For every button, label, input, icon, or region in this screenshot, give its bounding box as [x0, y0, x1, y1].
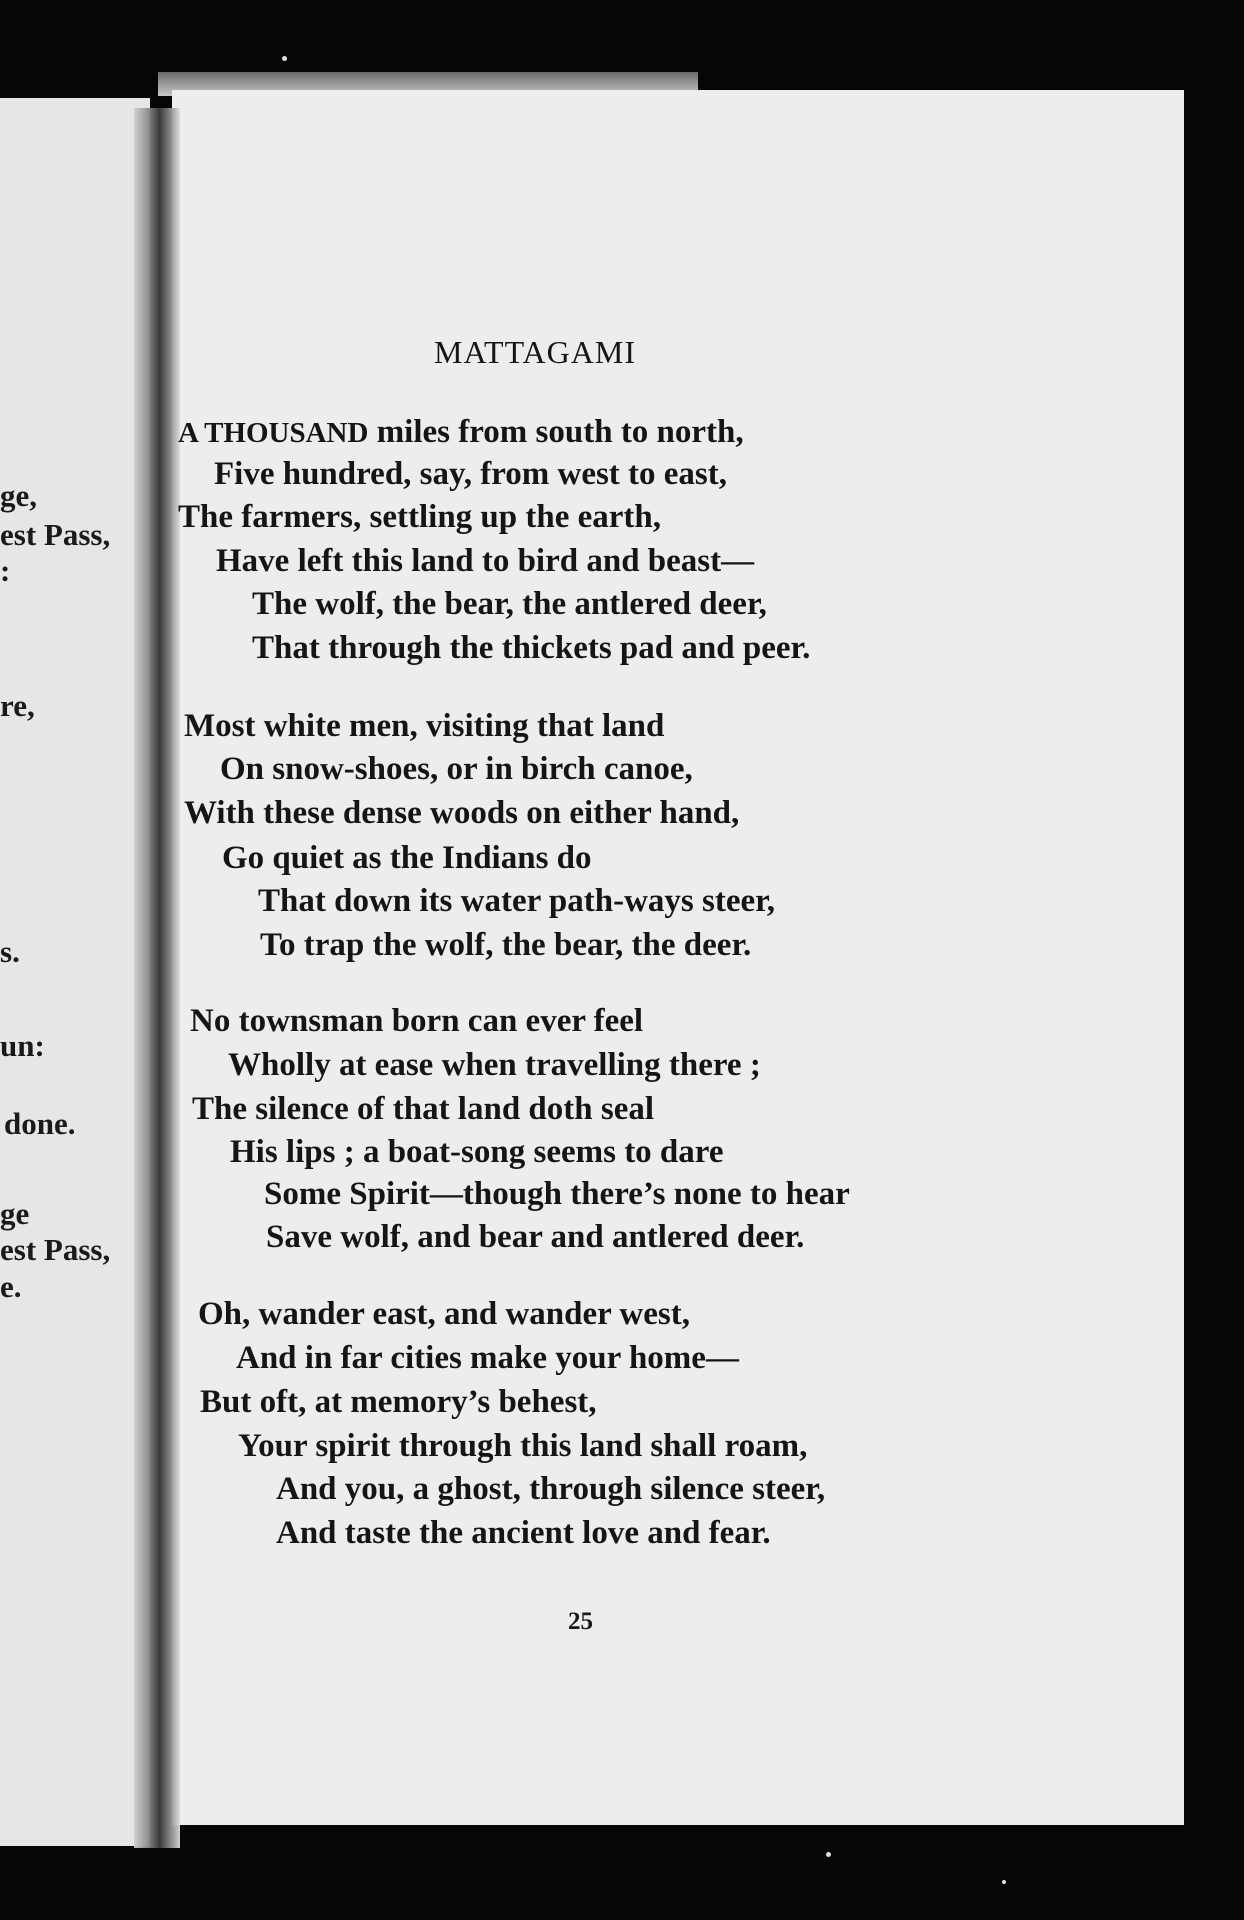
previous-page-fragment: done.	[4, 1106, 76, 1141]
poem-line: Oh, wander east, and wander west,	[198, 1296, 690, 1332]
poem-line: Your spirit through this land shall roam,	[238, 1428, 808, 1464]
previous-page-fragment: est Pass,	[0, 1232, 111, 1267]
poem-line: That through the thickets pad and peer.	[252, 630, 811, 666]
line-text: miles from south to north,	[368, 414, 744, 450]
poem-line: That down its water path-ways steer,	[258, 883, 776, 919]
page-number: 25	[568, 1608, 593, 1635]
poem-line: His lips ; a boat-song seems to dare	[230, 1134, 724, 1170]
previous-page-fragment: ge	[0, 1196, 30, 1231]
previous-page-fragment: ge,	[0, 478, 38, 513]
poem-line: Wholly at ease when travelling there ;	[228, 1047, 761, 1083]
poem-line: The wolf, the bear, the antlered deer,	[252, 586, 767, 622]
poem-line: And you, a ghost, through silence steer,	[276, 1471, 826, 1507]
poem-line: Save wolf, and bear and antlered deer.	[266, 1219, 805, 1255]
poem-line: Most white men, visiting that land	[184, 708, 665, 744]
poem-line: Some Spirit—though there’s none to hear	[264, 1176, 850, 1212]
poem-line: Five hundred, say, from west to east,	[214, 456, 728, 492]
previous-page-fragment: s.	[0, 934, 20, 969]
poem-line: With these dense woods on either hand,	[184, 795, 740, 831]
scan-speck	[1002, 1880, 1006, 1884]
poem-line	[178, 416, 744, 449]
previous-page-fragment: re,	[0, 688, 35, 723]
poem-line: But oft, at memory’s behest,	[200, 1384, 597, 1420]
poem-line: The silence of that land doth seal	[192, 1091, 655, 1127]
previous-page-fragment: est Pass,	[0, 517, 111, 552]
scan-speck	[282, 56, 287, 61]
poem-line: No townsman born can ever feel	[190, 1003, 644, 1039]
poem-line: And taste the ancient love and fear.	[276, 1515, 771, 1551]
poem-line: And in far cities make your home—	[236, 1340, 739, 1376]
previous-page	[0, 98, 150, 1846]
previous-page-fragment: :	[0, 553, 11, 588]
poem-title: MATTAGAMI	[434, 334, 636, 370]
poem-line: Go quiet as the Indians do	[222, 840, 592, 876]
poem-line: On snow-shoes, or in birch canoe,	[220, 751, 693, 787]
page-binding-shadow	[134, 108, 180, 1848]
previous-page-fragment: e.	[0, 1269, 22, 1304]
line-lead-smallcaps: A THOUSAND	[178, 417, 369, 449]
previous-page-fragment: un:	[0, 1028, 45, 1063]
poem-line: The farmers, settling up the earth,	[178, 499, 662, 535]
poem-line: To trap the wolf, the bear, the deer.	[260, 927, 752, 963]
poem-line: Have left this land to bird and beast—	[216, 543, 755, 579]
scan-speck	[826, 1852, 831, 1857]
